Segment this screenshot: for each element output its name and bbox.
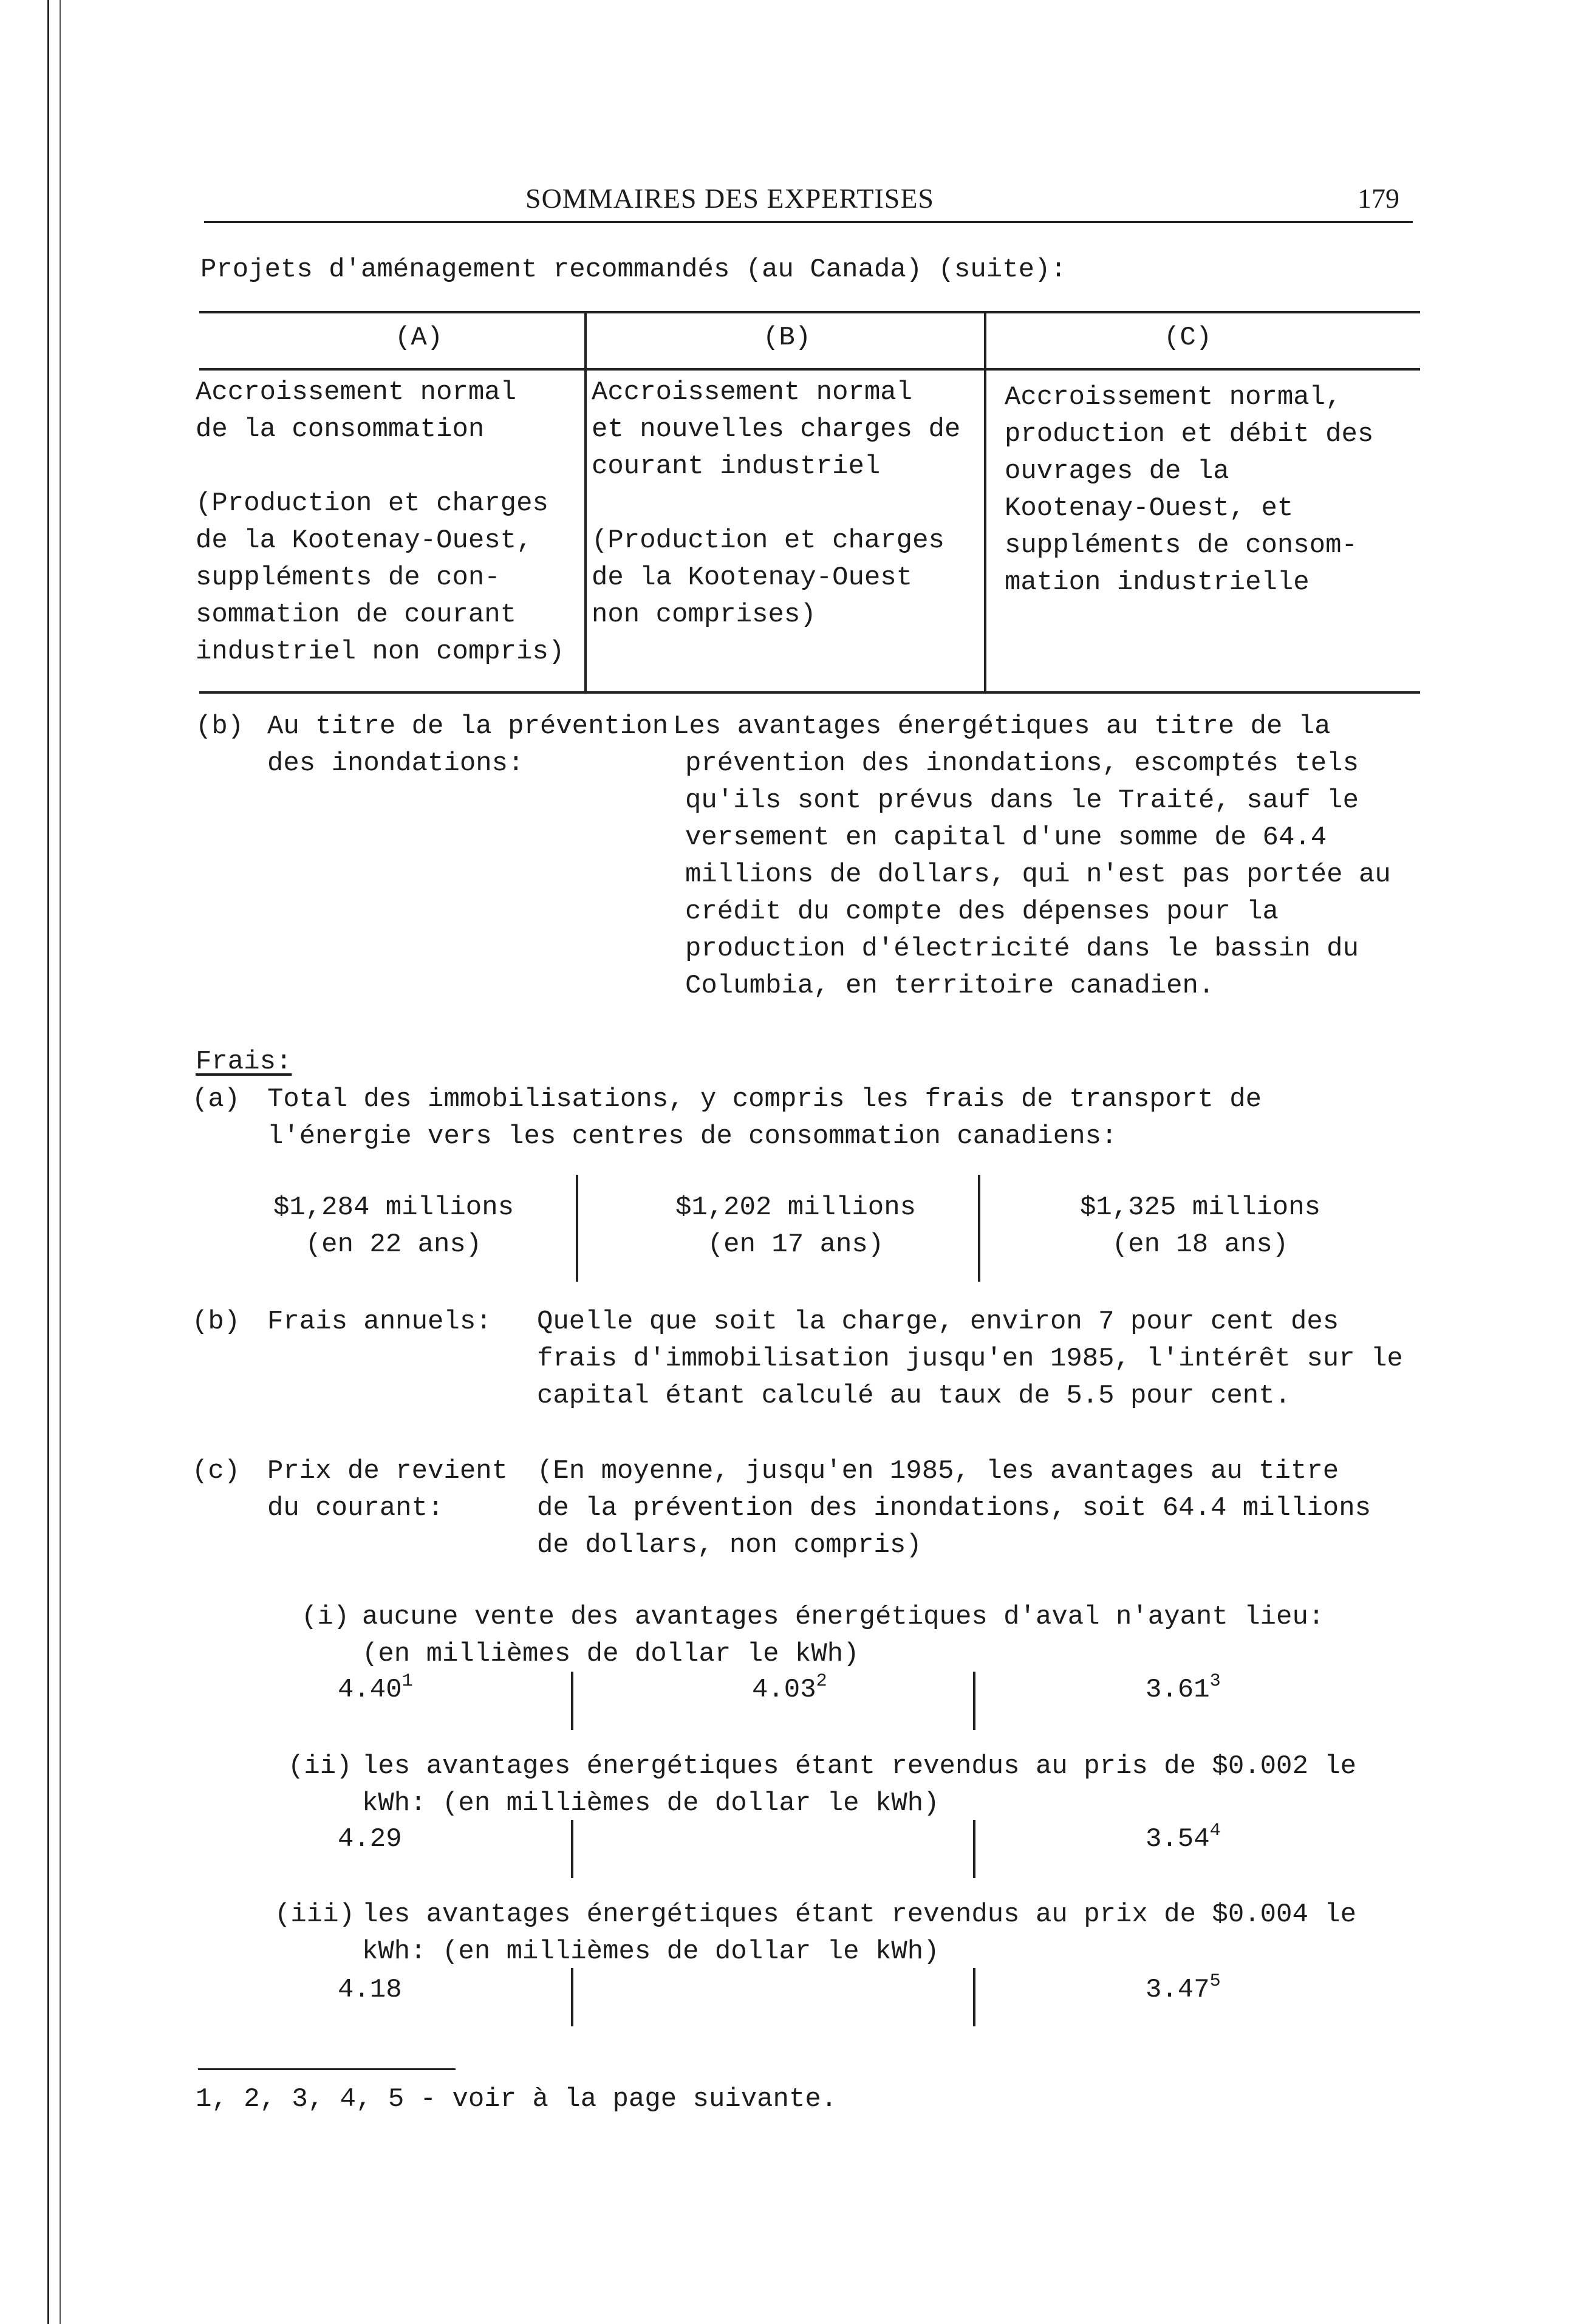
frais-b-marker: (b) [192, 1307, 241, 1337]
column-header-b: (B) [763, 323, 811, 353]
section-b-text [673, 708, 1391, 1005]
paragraph-line: kWh: (en millièmes de dollar le kWh) [362, 1788, 940, 1819]
paragraph-line: l'énergie vers les centres de consommation canadiens: [267, 1121, 1118, 1152]
table-bottom-rule [199, 691, 1420, 694]
table-cell-line: Kootenay-Ouest, et [1005, 493, 1294, 524]
binding-edge-inner [60, 0, 61, 2324]
column-c-text [1005, 379, 1373, 601]
paragraph-line: production d'électricité dans le bassin du [685, 934, 1359, 964]
frais-a-marker: (a) [192, 1084, 241, 1115]
frais-a-text [267, 1081, 1262, 1155]
table-cell-line: courant industriel [592, 451, 881, 482]
table-cell-line: de la consommation [196, 414, 485, 445]
case-i-value-c [1146, 1672, 1221, 1709]
capital-divider-1 [576, 1175, 578, 1282]
table-cell-line: (Production et charges [592, 525, 944, 556]
paragraph-line: crédit du compte des dépenses pour la [685, 897, 1279, 927]
frais-heading: Frais: [196, 1047, 292, 1077]
table-cell-line: suppléments de consom- [1005, 530, 1358, 561]
cost-value: 3.47 [1146, 1975, 1210, 2005]
paragraph-line: de la prévention des inondations, soit 64.4 millions [537, 1493, 1371, 1523]
footnote-ref: 2 [816, 1671, 827, 1692]
table-divider-2 [984, 311, 986, 691]
footnote: 1, 2, 3, 4, 5 - voir à la page suivante. [196, 2084, 838, 2114]
case-ii-text [362, 1748, 1356, 1822]
case-ii-value-c [1146, 1821, 1221, 1858]
cost-value: 4.40 [338, 1675, 402, 1705]
table-top-rule [199, 311, 1420, 313]
paragraph-line: Columbia, en territoire canadien. [685, 971, 1215, 1001]
table-header-rule [199, 368, 1420, 371]
cost-value: 4.18 [338, 1975, 402, 2005]
table-cell-line: industriel non compris) [196, 637, 565, 667]
paragraph-line: frais d'immobilisation jusqu'en 1985, l'intérêt sur le [537, 1344, 1403, 1374]
column-header-a: (A) [395, 323, 443, 353]
paragraph-line: millions de dollars, qui n'est pas portée au [685, 860, 1391, 890]
paragraph-line: versement en capital d'une somme de 64.4 [685, 822, 1327, 853]
cost-value: 3.54 [1146, 1824, 1210, 1854]
table-cell-line: et nouvelles charges de [592, 414, 961, 445]
case-i-value-a [338, 1672, 413, 1709]
section-b-label [267, 708, 668, 782]
footnote-ref: 1 [401, 1671, 413, 1692]
frais-b-text [537, 1304, 1403, 1415]
paragraph-line: prévention des inondations, escomptés tels [685, 748, 1359, 779]
case-iii-value-c [1146, 1972, 1221, 2009]
paragraph-line: (en millièmes de dollar le kWh) [362, 1639, 859, 1669]
table-cell-line: ouvrages de la [1005, 456, 1229, 487]
table-cell-line [196, 448, 564, 485]
frais-c-text [537, 1453, 1371, 1564]
section-b-marker: (b) [196, 711, 244, 742]
frais-c-marker: (c) [192, 1456, 241, 1486]
section-b-label-line: Au titre de la prévention [267, 711, 669, 742]
case-ii-value-a [338, 1821, 402, 1858]
table-cell-line: Accroissement normal [592, 377, 913, 408]
capital-amount: $1,284 millions [273, 1192, 514, 1223]
case-iii-divider-1 [571, 1968, 573, 2026]
frais-c-label-line: Prix de revient [267, 1456, 508, 1486]
case-ii-marker: (ii) [288, 1751, 352, 1782]
paragraph-line: de dollars, non compris) [537, 1530, 922, 1560]
paragraph-line: les avantages énergétiques étant revendus au pris de $0.002 le [362, 1751, 1357, 1782]
cost-value: 3.61 [1146, 1675, 1210, 1705]
paragraph-line: qu'ils sont prévus dans le Traité, sauf le [685, 785, 1359, 816]
table-cell-line: de la Kootenay-Ouest [592, 562, 913, 593]
cost-value: 4.29 [338, 1824, 402, 1854]
intro-line: Projets d'aménagement recommandés (au Canada) (suite): [200, 255, 1067, 285]
running-title: SOMMAIRES DES EXPERTISES [525, 183, 935, 214]
table-cell-line: de la Kootenay-Ouest, [196, 525, 533, 556]
page-number: 179 [1358, 183, 1399, 214]
column-b-text [592, 374, 960, 634]
capital-amount: $1,202 millions [675, 1192, 917, 1223]
table-cell-line [592, 485, 960, 522]
case-iii-value-a [338, 1972, 402, 2009]
footnote-rule [198, 2068, 456, 2070]
case-ii-divider-2 [973, 1820, 975, 1878]
column-header-c: (C) [1164, 323, 1212, 353]
capital-period: (en 18 ans) [1112, 1229, 1289, 1260]
section-b-label-line: des inondations: [267, 748, 524, 779]
frais-b-label: Frais annuels: [267, 1307, 492, 1337]
case-iii-divider-2 [973, 1968, 975, 2026]
capital-divider-2 [978, 1175, 980, 1282]
table-cell-line: Accroissement normal [196, 377, 517, 408]
table-cell-line: Accroissement normal, [1005, 382, 1342, 412]
table-cell-line: production et débit des [1005, 419, 1374, 449]
paragraph-line: Quelle que soit la charge, environ 7 pour cent des [537, 1307, 1339, 1337]
footnote-ref: 5 [1209, 1971, 1221, 1992]
capital-cost-a [266, 1189, 521, 1263]
table-divider-1 [584, 311, 587, 691]
footnote-ref: 3 [1209, 1671, 1221, 1692]
column-a-text [196, 374, 564, 671]
case-i-value-b [752, 1672, 827, 1709]
case-iii-marker: (iii) [275, 1899, 355, 1930]
paragraph-line: aucune vente des avantages énergétiques d'aval n'ayant lieu: [362, 1602, 1325, 1632]
footnote-ref: 4 [1209, 1820, 1221, 1841]
table-cell-line: sommation de courant [196, 600, 517, 630]
case-ii-divider-1 [571, 1820, 573, 1878]
case-i-text [362, 1599, 1324, 1673]
case-i-marker: (i) [301, 1602, 350, 1632]
frais-c-label [267, 1453, 508, 1527]
paragraph-line: Total des immobilisations, y compris les frais de transport de [267, 1084, 1262, 1115]
table-cell-line: mation industrielle [1005, 567, 1310, 598]
capital-cost-b [668, 1189, 923, 1263]
capital-period: (en 22 ans) [305, 1229, 482, 1260]
cost-value: 4.03 [752, 1675, 816, 1705]
frais-c-label-line: du courant: [267, 1493, 444, 1523]
binding-edge [47, 0, 49, 2324]
capital-period: (en 17 ans) [707, 1229, 884, 1260]
table-cell-line: non comprises) [592, 600, 816, 630]
paragraph-line: kWh: (en millièmes de dollar le kWh) [362, 1936, 940, 1967]
header-rule [204, 221, 1413, 223]
paragraph-line: les avantages énergétiques étant revendus au prix de $0.004 le [362, 1899, 1357, 1930]
table-cell-line: (Production et charges [196, 488, 548, 519]
paragraph-line: (En moyenne, jusqu'en 1985, les avantages au titre [537, 1456, 1339, 1486]
case-i-divider-1 [571, 1672, 573, 1730]
capital-cost-c [1073, 1189, 1328, 1263]
capital-amount: $1,325 millions [1079, 1192, 1321, 1223]
table-cell-line: suppléments de con- [196, 562, 500, 593]
paragraph-line: capital étant calculé au taux de 5.5 pour cent. [537, 1381, 1291, 1411]
case-iii-text [362, 1896, 1356, 1970]
case-i-divider-2 [973, 1672, 975, 1730]
paragraph-line: Les avantages énergétiques au titre de la [673, 711, 1331, 742]
